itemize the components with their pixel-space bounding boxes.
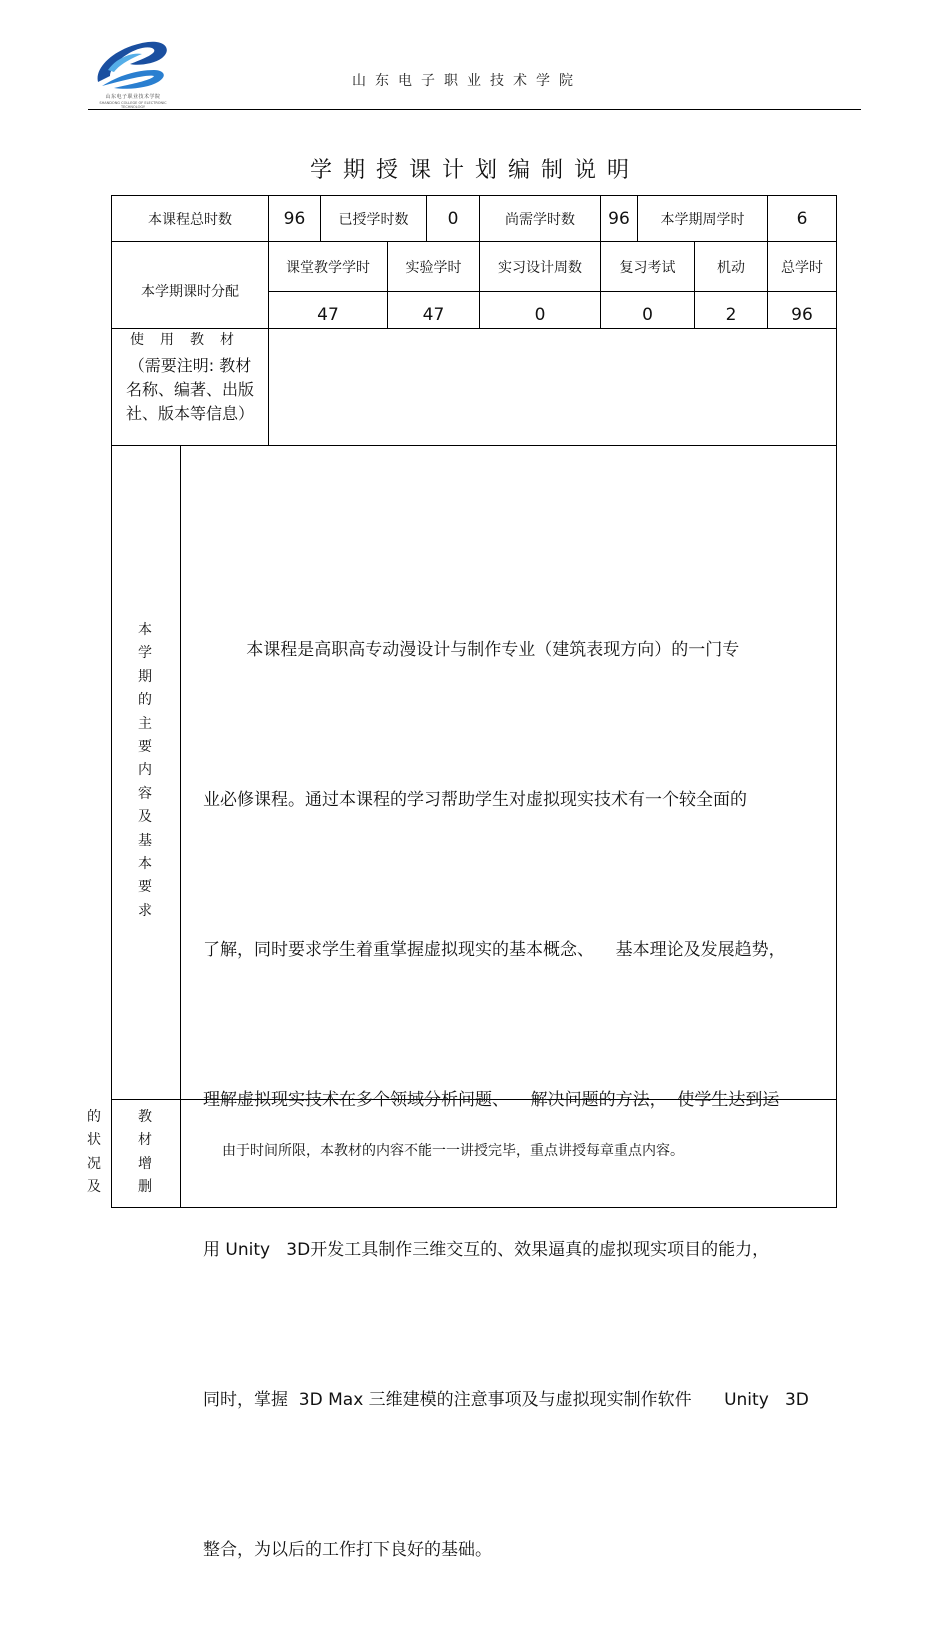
allocation-label: 本学期课时分配 (141, 284, 239, 300)
textbook-label-note: （需要注明: 教材 (128, 356, 252, 375)
main-content-label: 本学期的主要内容及基本要求 (138, 622, 152, 919)
logo-subcaption: SHANDONG COLLEGE OF ELECTRONIC TECHNOLOGY (99, 101, 167, 109)
allocation-header: 总学时 (781, 259, 823, 276)
page-title: 学期授课计划编制说明 (309, 158, 640, 183)
needed-hours-label: 尚需学时数 (505, 211, 575, 228)
allocation-value: 0 (642, 305, 653, 325)
allocation-value: 47 (317, 305, 339, 325)
paragraph-line: 理解虚拟现实技术在多个领域分析问题、 解决问题的方法， 使学生达到运 (203, 1090, 780, 1110)
textbook-content (270, 330, 835, 443)
allocation-header: 实习设计周数 (498, 259, 582, 276)
taught-hours-label: 已授学时数 (338, 211, 409, 228)
textbook-label-note: 名称、编著、出版 (125, 380, 254, 399)
main-content-text (203, 525, 823, 1625)
paragraph-line: 整合，为以后的工作打下良好的基础。 (203, 1540, 492, 1560)
allocation-header: 复习考试 (619, 259, 676, 276)
logo-caption: 山东电子职业技术学院 (105, 94, 161, 100)
textbook-label-note: 社、版本等信息） (125, 404, 254, 423)
needed-hours-value: 96 (608, 208, 630, 229)
allocation-header: 课堂教学学时 (286, 259, 370, 276)
total-hours-value: 96 (283, 208, 306, 229)
side-label: 的状况及 (87, 1109, 101, 1196)
allocation-value: 0 (534, 305, 546, 325)
allocation-header: 机动 (717, 259, 745, 276)
textbook-changes-label: 教材增删 (138, 1109, 152, 1196)
paragraph-line: 业必修课程。通过本课程的学习帮助学生对虚拟现实技术有一个较全面的 (203, 790, 747, 810)
textbook-label (114, 330, 266, 426)
allocation-header: 实验学时 (405, 259, 462, 276)
textbook-label-title: 使用教材 (130, 332, 250, 348)
weekly-hours-value: 6 (796, 208, 808, 229)
allocation-value: 96 (791, 305, 813, 325)
paragraph-line: 本课程是高职高专动漫设计与制作专业（建筑表现方向）的一门专 (203, 640, 740, 660)
total-hours-label: 本课程总时数 (148, 211, 232, 228)
paragraph-line: 了解，同时要求学生着重掌握虚拟现实的基本概念、 基本理论及发展趋势， (203, 940, 786, 960)
paragraph-line: 同时，掌握 3D Max 三维建模的注意事项及与虚拟现实制作软件 Unity 3D (203, 1390, 809, 1410)
paragraph-line: 用 Unity 3D开发工具制作三维交互的、效果逼真的虚拟现实项目的能力， (203, 1240, 770, 1260)
header-divider (88, 109, 861, 110)
taught-hours-value: 0 (447, 208, 459, 229)
allocation-value: 47 (422, 305, 445, 325)
textbook-changes-content: 由于时间所限，本教材的内容不能一一讲授完毕，重点讲授每章重点内容。 (222, 1143, 684, 1159)
school-name: 山东电子职业技术学院 (352, 73, 582, 89)
weekly-hours-label: 本学期周学时 (660, 211, 745, 228)
allocation-value: 2 (725, 305, 737, 325)
